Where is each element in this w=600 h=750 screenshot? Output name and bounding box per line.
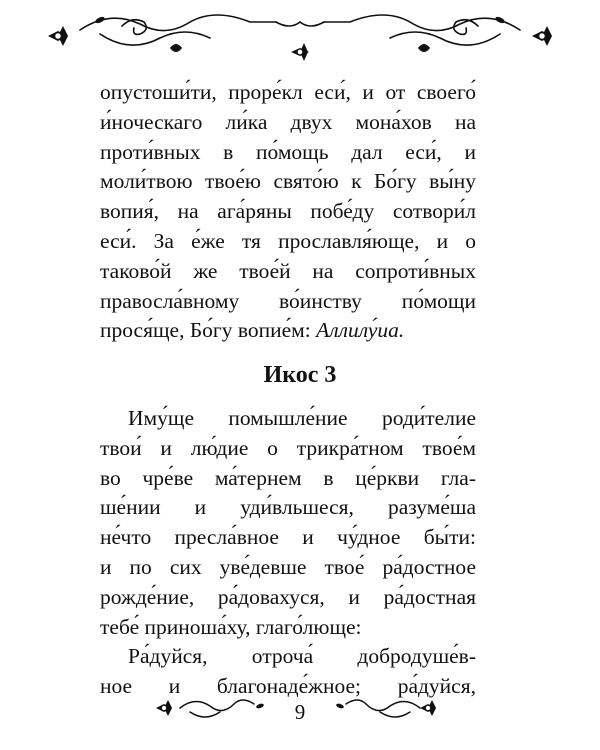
text-line: и по сих уве́девше твое́ ра́достное (100, 554, 476, 579)
text-line: тебе́ приноша́ху, глаго́люще: (100, 614, 362, 639)
text-line: Иму́ще помышле́ние роди́телие (128, 406, 476, 430)
text-line: таково́й же твое́й на сопроти́вных (100, 258, 476, 283)
text-line: опустоши́ти, проре́кл еси́, и от своего́ (100, 80, 476, 104)
text-line: твои́ и лю́дие о трикра́тном твое́м (100, 435, 476, 460)
text-line: ше́нии и уди́вльшеся, разуме́ша (100, 495, 476, 520)
text-line: и́ноческаго ли́ка двух мона́хов на (100, 109, 476, 134)
text-line: во чре́ве ма́тернем в це́ркви гла- (100, 465, 476, 490)
alleluia-refrain: Аллилу́иа. (316, 318, 405, 343)
text-line: рожде́ние, ра́довахуся, и ра́достная (100, 584, 476, 609)
text-line: не́что пресла́вное и чу́дное бы́ти: (100, 525, 476, 550)
text-line: вопия́, на ага́ряны побе́ду сотвори́л (100, 199, 476, 224)
paragraph-2 (100, 404, 476, 702)
text-line: еси́. За е́же тя прославля́юще, и о (100, 228, 476, 253)
text-line: правосла́вному во́инству по́мощи (100, 288, 476, 313)
text-line-final (100, 316, 476, 346)
text-line: ное и благонаде́жное; ра́дуйся, (100, 674, 476, 699)
page-number: 9 (294, 700, 306, 724)
top-floral-ornament (40, 8, 560, 70)
text-line: моли́твою твое́ю свято́ю к Бо́гу вы́ну (100, 169, 476, 194)
section-heading: Икос 3 (263, 362, 337, 388)
paragraph-1 (100, 78, 476, 346)
final-line-text: прося́ще, Бо́гу вопие́м: (100, 318, 311, 343)
text-line: Ра́дуйся, отроча́ добродуше́в- (128, 644, 476, 669)
text-line: проти́вных в по́мощь дал еси́, и (100, 139, 476, 164)
